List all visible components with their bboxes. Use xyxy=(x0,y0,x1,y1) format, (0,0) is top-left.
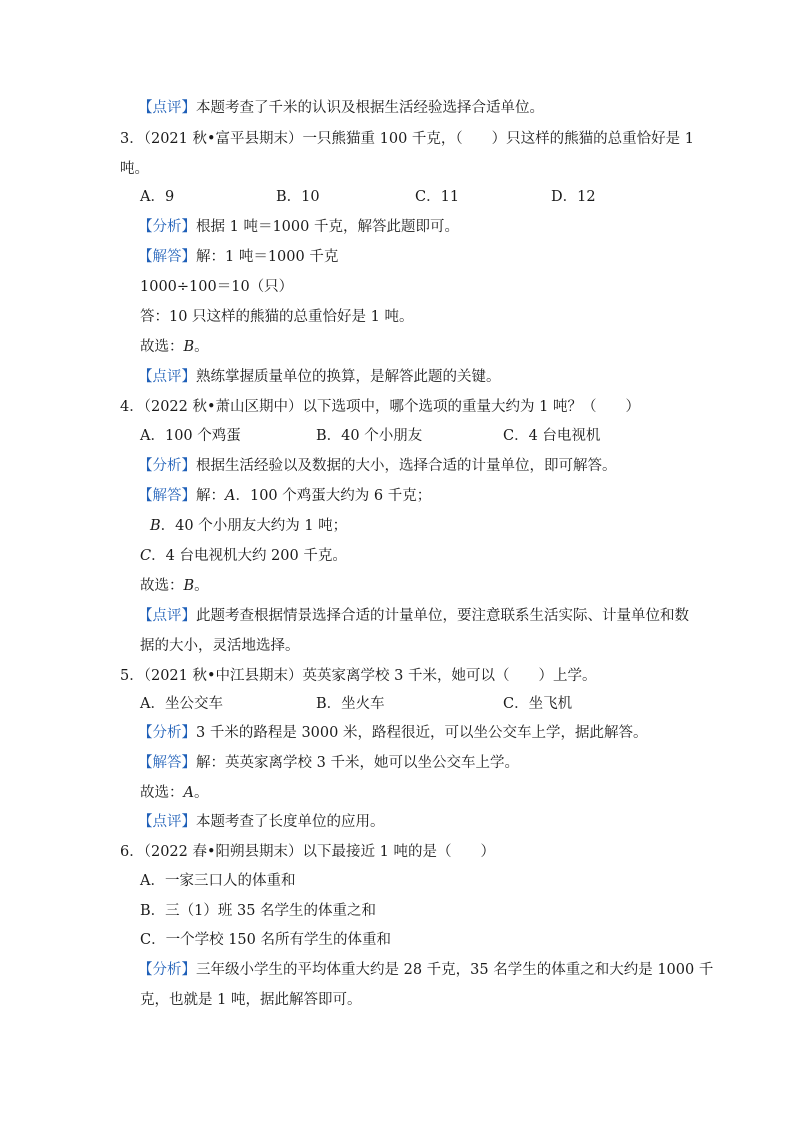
q4-analysis xyxy=(138,456,617,476)
answer-text: ．100 个鸡蛋大约为 6 千克； xyxy=(235,488,432,504)
q5-remark xyxy=(138,812,385,832)
q5-option-c: C．坐飞机 xyxy=(503,696,573,712)
q5-options xyxy=(0,694,800,714)
choice-value: B xyxy=(183,339,195,355)
choice-end: 。 xyxy=(194,339,209,355)
q3-option-c: C．11 xyxy=(415,189,460,205)
choice-value: A xyxy=(183,785,194,801)
q3-analysis xyxy=(138,217,459,237)
q4-option-c: C．4 台电视机 xyxy=(503,428,601,444)
q4-answer xyxy=(138,486,431,506)
analysis-tag: 【分析】 xyxy=(138,962,196,978)
q5-analysis xyxy=(138,723,647,743)
q3-option-d: D．12 xyxy=(551,189,596,205)
q4-remark xyxy=(138,606,689,626)
q4-answer-c xyxy=(140,546,347,566)
choice-label: 故选： xyxy=(140,578,184,594)
q5-option-a: A．坐公交车 xyxy=(140,696,223,712)
remark-tag: 【点评】 xyxy=(138,608,196,624)
remark-text: 熟练掌握质量单位的换算，是解答此题的关键。 xyxy=(196,369,501,385)
analysis-text: 根据 1 吨＝1000 千克，解答此题即可。 xyxy=(196,219,459,235)
q3-calculation: 1000÷100＝10（只） xyxy=(140,279,294,295)
q5-answer xyxy=(138,753,519,773)
answer-text: ．40 个小朋友大约为 1 吨； xyxy=(160,518,348,534)
answer-text: ．4 台电视机大约 200 千克。 xyxy=(151,548,347,564)
q4-option-b: B．40 个小朋友 xyxy=(316,428,423,444)
remark-tag: 【点评】 xyxy=(138,369,196,385)
remark-text: 本题考查了长度单位的应用。 xyxy=(196,814,385,830)
choice-label: 故选： xyxy=(140,785,184,801)
analysis-tag: 【分析】 xyxy=(138,458,196,474)
q4-stem: 4．（2022 秋•萧山区期中）以下选项中，哪个选项的重量大约为 1 吨？（ ） xyxy=(120,399,640,415)
answer-letter: B xyxy=(150,518,161,534)
answer-text: 解：1 吨＝1000 千克 xyxy=(196,249,339,265)
answer-text: 解：英英家离学校 3 千米，她可以坐公交车上学。 xyxy=(196,755,519,771)
choice-label: 故选： xyxy=(140,339,184,355)
q5-stem: 5．（2021 秋•中江县期末）英英家离学校 3 千米，她可以（ ）上学。 xyxy=(120,668,597,684)
q5-choice xyxy=(140,783,208,803)
answer-tag: 【解答】 xyxy=(138,755,196,771)
answer-letter: A xyxy=(225,488,236,504)
q3-stem-cont: 吨。 xyxy=(120,161,149,177)
q6-stem: 6．（2022 春•阳朔县期末）以下最接近 1 吨的是（ ） xyxy=(120,844,495,860)
q5-option-b: B．坐火车 xyxy=(316,696,385,712)
answer-tag: 【解答】 xyxy=(138,488,196,504)
analysis-text: 三年级小学生的平均体重大约是 28 千克，35 名学生的体重之和大约是 1000 千 xyxy=(196,962,714,978)
q4-options xyxy=(0,426,800,446)
choice-value: B xyxy=(183,578,195,594)
q3-stem: 3．（2021 秋•富平县期末）一只熊猫重 100 千克，（ ）只这样的熊猫的总重恰好是 1 xyxy=(120,131,695,147)
remark-text: 本题考查了千米的认识及根据生活经验选择合适单位。 xyxy=(196,100,544,116)
q3-option-a: A．9 xyxy=(140,189,175,205)
q6-option-c: C．一个学校 150 名所有学生的体重和 xyxy=(140,932,391,948)
choice-end: 。 xyxy=(194,578,209,594)
q4-option-a: A．100 个鸡蛋 xyxy=(140,428,241,444)
answer-prefix: 解： xyxy=(196,488,225,504)
remark-tag: 【点评】 xyxy=(138,100,196,116)
q3-remark xyxy=(138,367,501,387)
q4-choice xyxy=(140,576,209,596)
analysis-tag: 【分析】 xyxy=(138,725,196,741)
remark-text: 此题考查根据情景选择合适的计量单位，要注意联系生活实际、计量单位和数 xyxy=(196,608,689,624)
q3-conclusion: 答：10 只这样的熊猫的总重恰好是 1 吨。 xyxy=(140,309,414,325)
analysis-text: 3 千米的路程是 3000 米，路程很近，可以坐公交车上学，据此解答。 xyxy=(196,725,648,741)
q3-options xyxy=(0,187,800,207)
q3-option-b: B．10 xyxy=(276,189,320,205)
choice-end: 。 xyxy=(193,785,209,801)
analysis-text: 根据生活经验以及数据的大小，选择合适的计量单位，即可解答。 xyxy=(196,458,617,474)
q4-remark-cont: 据的大小，灵活地选择。 xyxy=(140,638,300,654)
remark-line xyxy=(138,98,544,118)
remark-tag: 【点评】 xyxy=(138,814,196,830)
q4-answer-b xyxy=(150,516,347,536)
q3-choice xyxy=(140,337,209,357)
q6-option-a: A．一家三口人的体重和 xyxy=(140,873,296,889)
analysis-tag: 【分析】 xyxy=(138,219,196,235)
q6-option-b: B．三（1）班 35 名学生的体重之和 xyxy=(140,903,377,919)
q6-analysis-cont: 克，也就是 1 吨，据此解答即可。 xyxy=(140,992,362,1008)
q3-answer xyxy=(138,247,338,267)
q6-analysis xyxy=(138,960,713,980)
answer-tag: 【解答】 xyxy=(138,249,196,265)
answer-letter: C xyxy=(140,548,152,564)
